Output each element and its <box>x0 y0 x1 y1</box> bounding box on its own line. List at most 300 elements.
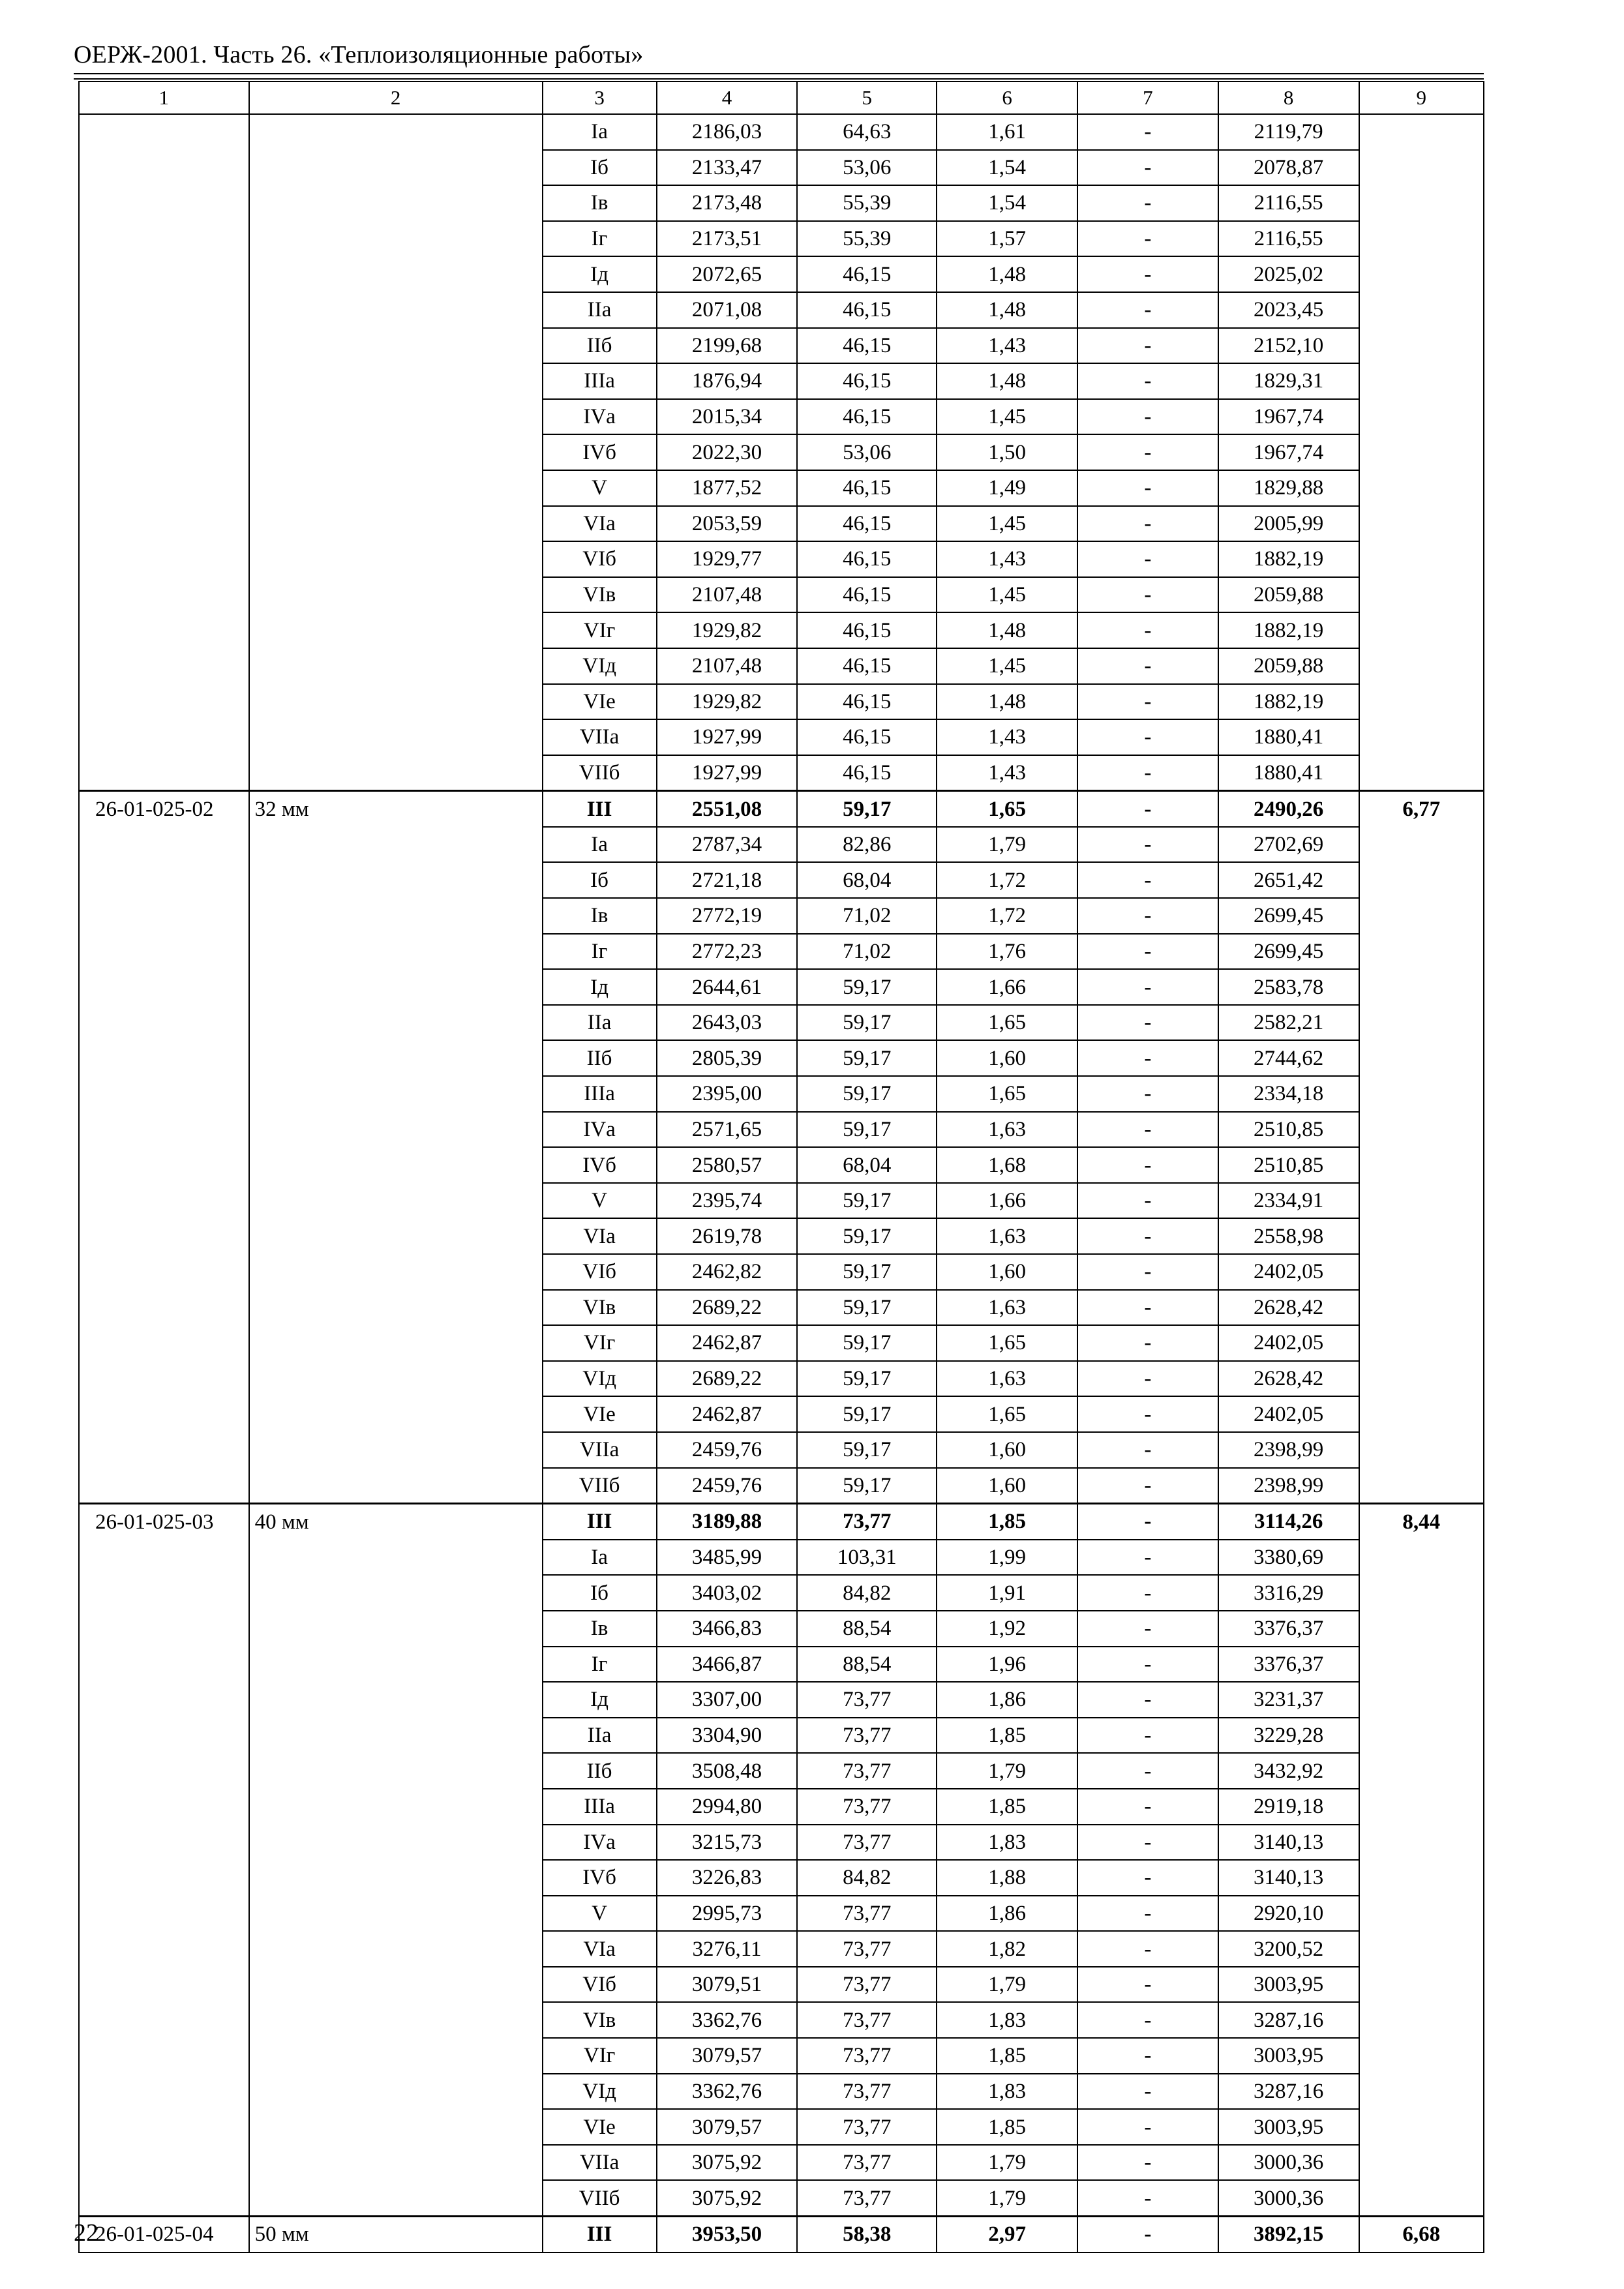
cell-labor <box>1359 1718 1484 1754</box>
cell-materials: 3380,69 <box>1218 1540 1359 1576</box>
cell-code <box>79 684 249 720</box>
cell-code <box>79 1860 249 1896</box>
cell-materials: 2744,62 <box>1218 1040 1359 1076</box>
table-row <box>79 2038 1484 2074</box>
cell-machinists-wages: - <box>1077 1682 1218 1718</box>
cell-machines: 1,65 <box>937 1396 1077 1432</box>
cell-labor <box>1359 470 1484 506</box>
table-row <box>79 1076 1484 1112</box>
cell-materials: 3000,36 <box>1218 2145 1359 2181</box>
table-row <box>79 827 1484 863</box>
cell-region: Iг <box>543 221 657 257</box>
cell-code <box>79 328 249 364</box>
cell-thickness <box>249 1183 543 1219</box>
cell-materials: 2152,10 <box>1218 328 1359 364</box>
cell-thickness <box>249 292 543 328</box>
cell-materials: 3140,13 <box>1218 1825 1359 1861</box>
cell-materials: 3287,16 <box>1218 2074 1359 2110</box>
cell-labor <box>1359 434 1484 470</box>
cell-machinists-wages: - <box>1077 1647 1218 1683</box>
cell-code <box>79 1290 249 1326</box>
cell-machines: 1,63 <box>937 1361 1077 1397</box>
cell-machinists-wages: - <box>1077 648 1218 684</box>
table-row <box>79 1183 1484 1219</box>
table-row <box>79 1682 1484 1718</box>
cell-wages: 59,17 <box>797 1040 937 1076</box>
cell-machinists-wages: - <box>1077 2180 1218 2216</box>
cell-region: VIб <box>543 1967 657 2003</box>
cell-total-price: 1929,77 <box>657 541 798 577</box>
cell-materials: 2699,45 <box>1218 934 1359 970</box>
column-number: 1 <box>79 82 249 114</box>
cell-machines: 1,86 <box>937 1682 1077 1718</box>
cell-labor <box>1359 506 1484 542</box>
cell-machinists-wages: - <box>1077 150 1218 186</box>
cell-machinists-wages: - <box>1077 1183 1218 1219</box>
cell-code <box>79 898 249 934</box>
cell-wages: 73,77 <box>797 1789 937 1825</box>
cell-materials: 3003,95 <box>1218 2038 1359 2074</box>
cell-labor <box>1359 1361 1484 1397</box>
cell-machinists-wages: - <box>1077 1432 1218 1468</box>
cell-wages: 55,39 <box>797 221 937 257</box>
cell-materials: 1882,19 <box>1218 684 1359 720</box>
cell-thickness <box>249 1540 543 1576</box>
cell-wages: 46,15 <box>797 577 937 613</box>
cell-wages: 73,77 <box>797 1682 937 1718</box>
cell-wages: 73,77 <box>797 1718 937 1754</box>
cell-wages: 46,15 <box>797 719 937 755</box>
cell-thickness <box>249 1682 543 1718</box>
table-row <box>79 1575 1484 1611</box>
cell-region: VIIа <box>543 2145 657 2181</box>
cell-thickness <box>249 1432 543 1468</box>
cell-code <box>79 1147 249 1183</box>
table-row <box>79 1147 1484 1183</box>
cell-wages: 46,15 <box>797 399 937 435</box>
table-row <box>79 577 1484 613</box>
cell-region: IIIа <box>543 1789 657 1825</box>
column-number: 3 <box>543 82 657 114</box>
cell-wages: 73,77 <box>797 1825 937 1861</box>
cell-thickness <box>249 1896 543 1932</box>
table-row <box>79 755 1484 791</box>
cell-region: IVб <box>543 434 657 470</box>
cell-total-price: 2015,34 <box>657 399 798 435</box>
table-row <box>79 1396 1484 1432</box>
cell-region: Iд <box>543 1682 657 1718</box>
cell-labor <box>1359 1540 1484 1576</box>
cell-machines: 1,45 <box>937 577 1077 613</box>
cell-materials: 2023,45 <box>1218 292 1359 328</box>
cell-total-price: 2173,48 <box>657 185 798 221</box>
cell-total-price: 2107,48 <box>657 648 798 684</box>
cell-wages: 59,17 <box>797 1325 937 1361</box>
cell-materials: 2334,18 <box>1218 1076 1359 1112</box>
cell-region: IVа <box>543 1112 657 1148</box>
cell-region: VIIа <box>543 1432 657 1468</box>
cell-materials: 2059,88 <box>1218 577 1359 613</box>
cell-materials: 2398,99 <box>1218 1432 1359 1468</box>
cell-materials: 3114,26 <box>1218 1504 1359 1540</box>
cell-total-price: 2395,00 <box>657 1076 798 1112</box>
cell-code <box>79 2145 249 2181</box>
cell-thickness <box>249 1468 543 1504</box>
cell-total-price: 2186,03 <box>657 114 798 150</box>
table-row <box>79 1468 1484 1504</box>
cell-machines: 1,85 <box>937 2038 1077 2074</box>
cell-labor <box>1359 1325 1484 1361</box>
cell-labor: 8,44 <box>1359 1504 1484 1540</box>
cell-labor <box>1359 1254 1484 1290</box>
cell-machinists-wages: - <box>1077 292 1218 328</box>
cell-wages: 59,17 <box>797 1254 937 1290</box>
cell-total-price: 1927,99 <box>657 755 798 791</box>
cell-wages: 46,15 <box>797 470 937 506</box>
cell-machines: 1,88 <box>937 1860 1077 1896</box>
table-row <box>79 1753 1484 1789</box>
cell-thickness <box>249 827 543 863</box>
cell-thickness <box>249 612 543 648</box>
cell-region: IVб <box>543 1860 657 1896</box>
cell-thickness <box>249 1860 543 1896</box>
table-row <box>79 898 1484 934</box>
cell-machinists-wages: - <box>1077 1718 1218 1754</box>
cell-wages: 46,15 <box>797 506 937 542</box>
table-row <box>79 684 1484 720</box>
cell-machines: 1,61 <box>937 114 1077 150</box>
cell-total-price: 2133,47 <box>657 150 798 186</box>
cell-labor <box>1359 1647 1484 1683</box>
cell-code <box>79 612 249 648</box>
cell-code <box>79 1076 249 1112</box>
cell-labor <box>1359 1432 1484 1468</box>
cell-region: IIа <box>543 292 657 328</box>
cell-total-price: 1876,94 <box>657 363 798 399</box>
cell-machinists-wages: - <box>1077 791 1218 827</box>
cell-machines: 1,68 <box>937 1147 1077 1183</box>
cell-wages: 59,17 <box>797 1468 937 1504</box>
cell-wages: 64,63 <box>797 114 937 150</box>
cell-thickness <box>249 1112 543 1148</box>
cell-wages: 71,02 <box>797 898 937 934</box>
cell-machinists-wages: - <box>1077 2038 1218 2074</box>
cell-thickness <box>249 755 543 791</box>
cell-region: VIг <box>543 2038 657 2074</box>
cell-total-price: 3075,92 <box>657 2145 798 2181</box>
cell-materials: 1829,31 <box>1218 363 1359 399</box>
cell-labor <box>1359 1753 1484 1789</box>
table-row-group-header <box>79 1504 1484 1540</box>
cell-labor <box>1359 755 1484 791</box>
cell-region: IIа <box>543 1005 657 1041</box>
cell-materials: 3231,37 <box>1218 1682 1359 1718</box>
cell-labor <box>1359 612 1484 648</box>
cell-region: VIа <box>543 506 657 542</box>
cell-labor <box>1359 1896 1484 1932</box>
cell-total-price: 2022,30 <box>657 434 798 470</box>
cell-labor <box>1359 684 1484 720</box>
cell-machines: 1,48 <box>937 363 1077 399</box>
cell-code <box>79 2109 249 2145</box>
cell-materials: 3003,95 <box>1218 2109 1359 2145</box>
table-row <box>79 150 1484 186</box>
table-row <box>79 221 1484 257</box>
cell-machines: 1,83 <box>937 2074 1077 2110</box>
cell-code <box>79 292 249 328</box>
cell-code <box>79 862 249 898</box>
cell-machinists-wages: - <box>1077 2109 1218 2145</box>
cell-total-price: 2787,34 <box>657 827 798 863</box>
cell-labor <box>1359 1825 1484 1861</box>
cell-thickness <box>249 1647 543 1683</box>
cell-thickness <box>249 862 543 898</box>
cell-code <box>79 577 249 613</box>
cell-code <box>79 2074 249 2110</box>
cell-code <box>79 1647 249 1683</box>
cell-labor <box>1359 2145 1484 2181</box>
cell-region: Iб <box>543 1575 657 1611</box>
cell-materials: 3003,95 <box>1218 1967 1359 2003</box>
cell-labor <box>1359 1860 1484 1896</box>
table-row <box>79 612 1484 648</box>
cell-machines: 1,43 <box>937 328 1077 364</box>
cell-code <box>79 1183 249 1219</box>
cell-machinists-wages: - <box>1077 1254 1218 1290</box>
cell-machines: 1,83 <box>937 1825 1077 1861</box>
cell-region: Iв <box>543 898 657 934</box>
table-row <box>79 1112 1484 1148</box>
cell-wages: 84,82 <box>797 1575 937 1611</box>
cell-machinists-wages: - <box>1077 969 1218 1005</box>
cell-wages: 59,17 <box>797 1218 937 1254</box>
cell-machines: 1,79 <box>937 2180 1077 2216</box>
cell-labor <box>1359 969 1484 1005</box>
cell-wages: 88,54 <box>797 1647 937 1683</box>
cell-total-price: 3403,02 <box>657 1575 798 1611</box>
cell-machinists-wages: - <box>1077 1967 1218 2003</box>
table-row <box>79 541 1484 577</box>
cell-materials: 2558,98 <box>1218 1218 1359 1254</box>
cell-total-price: 2772,19 <box>657 898 798 934</box>
cell-machinists-wages: - <box>1077 1753 1218 1789</box>
table-row <box>79 2002 1484 2038</box>
cell-materials: 3000,36 <box>1218 2180 1359 2216</box>
cell-wages: 59,17 <box>797 1183 937 1219</box>
cell-code <box>79 1540 249 1576</box>
cell-machines: 1,79 <box>937 1753 1077 1789</box>
cell-machines: 1,48 <box>937 292 1077 328</box>
cell-machinists-wages: - <box>1077 470 1218 506</box>
cell-code <box>79 2002 249 2038</box>
cell-wages: 59,17 <box>797 1361 937 1397</box>
cell-materials: 1880,41 <box>1218 755 1359 791</box>
cell-machines: 1,45 <box>937 648 1077 684</box>
table-row <box>79 1896 1484 1932</box>
cell-code <box>79 506 249 542</box>
cell-machines: 1,43 <box>937 541 1077 577</box>
cell-region: Iб <box>543 150 657 186</box>
cell-wages: 59,17 <box>797 1005 937 1041</box>
cell-labor: 6,68 <box>1359 2217 1484 2252</box>
cell-total-price: 2580,57 <box>657 1147 798 1183</box>
cell-thickness <box>249 399 543 435</box>
cell-labor <box>1359 577 1484 613</box>
cell-region: V <box>543 470 657 506</box>
cell-wages: 73,77 <box>797 1896 937 1932</box>
table-row <box>79 1005 1484 1041</box>
cell-machinists-wages: - <box>1077 541 1218 577</box>
cell-materials: 2119,79 <box>1218 114 1359 150</box>
cell-machines: 1,65 <box>937 1005 1077 1041</box>
table-row <box>79 1718 1484 1754</box>
cell-wages: 68,04 <box>797 1147 937 1183</box>
cell-code <box>79 434 249 470</box>
cell-machines: 1,45 <box>937 506 1077 542</box>
cell-materials: 3200,52 <box>1218 1931 1359 1967</box>
header-divider <box>74 73 1484 74</box>
cell-labor <box>1359 185 1484 221</box>
cell-machines: 1,96 <box>937 1647 1077 1683</box>
cell-materials: 1967,74 <box>1218 399 1359 435</box>
cell-labor <box>1359 1005 1484 1041</box>
cell-machines: 1,60 <box>937 1040 1077 1076</box>
cell-wages: 46,15 <box>797 541 937 577</box>
cell-region: IIIа <box>543 363 657 399</box>
cell-thickness <box>249 719 543 755</box>
cell-wages: 73,77 <box>797 1931 937 1967</box>
cell-thickness <box>249 1753 543 1789</box>
cell-machinists-wages: - <box>1077 1218 1218 1254</box>
cell-thickness <box>249 541 543 577</box>
cell-region: VIIб <box>543 2180 657 2216</box>
cell-total-price: 2462,87 <box>657 1396 798 1432</box>
cell-region: VIг <box>543 1325 657 1361</box>
cell-materials: 2919,18 <box>1218 1789 1359 1825</box>
cell-total-price: 2459,76 <box>657 1468 798 1504</box>
cell-thickness <box>249 934 543 970</box>
cell-materials: 2490,26 <box>1218 791 1359 827</box>
cell-wages: 59,17 <box>797 1396 937 1432</box>
cell-total-price: 1927,99 <box>657 719 798 755</box>
cell-machines: 1,86 <box>937 1896 1077 1932</box>
cell-materials: 2702,69 <box>1218 827 1359 863</box>
cell-machinists-wages: - <box>1077 862 1218 898</box>
cell-region: III <box>543 791 657 827</box>
cell-machines: 1,85 <box>937 1789 1077 1825</box>
cell-total-price: 2805,39 <box>657 1040 798 1076</box>
cell-region: IIа <box>543 1718 657 1754</box>
cell-materials: 2078,87 <box>1218 150 1359 186</box>
cell-wages: 46,15 <box>797 256 937 292</box>
cell-region: Iа <box>543 114 657 150</box>
cell-code <box>79 1753 249 1789</box>
table-row <box>79 292 1484 328</box>
cell-machinists-wages: - <box>1077 1325 1218 1361</box>
cell-region: Iа <box>543 827 657 863</box>
cell-thickness <box>249 221 543 257</box>
cell-machinists-wages: - <box>1077 1290 1218 1326</box>
cell-region: Iа <box>543 1540 657 1576</box>
cell-machinists-wages: - <box>1077 1540 1218 1576</box>
table-row-group-header <box>79 2217 1484 2252</box>
table-row <box>79 719 1484 755</box>
column-number: 9 <box>1359 82 1484 114</box>
cell-materials: 1829,88 <box>1218 470 1359 506</box>
cell-materials: 3376,37 <box>1218 1611 1359 1647</box>
table-row <box>79 1825 1484 1861</box>
table-row <box>79 1325 1484 1361</box>
cell-labor <box>1359 719 1484 755</box>
cell-machinists-wages: - <box>1077 1504 1218 1540</box>
cell-machines: 1,45 <box>937 399 1077 435</box>
cell-code <box>79 185 249 221</box>
cell-labor <box>1359 1575 1484 1611</box>
table-row <box>79 1432 1484 1468</box>
cell-total-price: 3215,73 <box>657 1825 798 1861</box>
cell-code: 26-01-025-04 <box>79 2217 249 2252</box>
cell-machinists-wages: - <box>1077 399 1218 435</box>
cell-machines: 1,60 <box>937 1468 1077 1504</box>
cell-code <box>79 1361 249 1397</box>
table-row <box>79 1540 1484 1576</box>
cell-code <box>79 1432 249 1468</box>
cell-machines: 1,83 <box>937 2002 1077 2038</box>
cell-labor <box>1359 328 1484 364</box>
cell-materials: 2402,05 <box>1218 1325 1359 1361</box>
cell-materials: 3432,92 <box>1218 1753 1359 1789</box>
cell-machines: 1,63 <box>937 1112 1077 1148</box>
cell-labor <box>1359 1076 1484 1112</box>
cell-total-price: 3075,92 <box>657 2180 798 2216</box>
cell-wages: 53,06 <box>797 434 937 470</box>
cell-total-price: 3953,50 <box>657 2217 798 2252</box>
cell-wages: 73,77 <box>797 2074 937 2110</box>
cell-region: Iв <box>543 1611 657 1647</box>
cell-region: Iв <box>543 185 657 221</box>
cell-wages: 46,15 <box>797 755 937 791</box>
cell-total-price: 2994,80 <box>657 1789 798 1825</box>
cell-thickness <box>249 1147 543 1183</box>
cell-thickness <box>249 2145 543 2181</box>
cell-materials: 3892,15 <box>1218 2217 1359 2252</box>
cell-materials: 1882,19 <box>1218 541 1359 577</box>
cell-total-price: 2551,08 <box>657 791 798 827</box>
cell-materials: 2699,45 <box>1218 898 1359 934</box>
cell-wages: 103,31 <box>797 1540 937 1576</box>
column-number: 7 <box>1077 82 1218 114</box>
cell-machines: 1,92 <box>937 1611 1077 1647</box>
cell-machinists-wages: - <box>1077 684 1218 720</box>
cell-materials: 2510,85 <box>1218 1147 1359 1183</box>
cell-labor <box>1359 2038 1484 2074</box>
cell-region: VIб <box>543 541 657 577</box>
table-row-group-header <box>79 791 1484 827</box>
cell-region: IIIа <box>543 1076 657 1112</box>
cell-machinists-wages: - <box>1077 1468 1218 1504</box>
cell-region: VIа <box>543 1931 657 1967</box>
cell-materials: 2510,85 <box>1218 1112 1359 1148</box>
cell-materials: 3316,29 <box>1218 1575 1359 1611</box>
cell-total-price: 3508,48 <box>657 1753 798 1789</box>
cell-labor <box>1359 150 1484 186</box>
cell-code <box>79 2038 249 2074</box>
cell-code <box>79 1967 249 2003</box>
table-row <box>79 1647 1484 1683</box>
cell-code <box>79 1825 249 1861</box>
cell-wages: 55,39 <box>797 185 937 221</box>
cell-machines: 1,49 <box>937 470 1077 506</box>
